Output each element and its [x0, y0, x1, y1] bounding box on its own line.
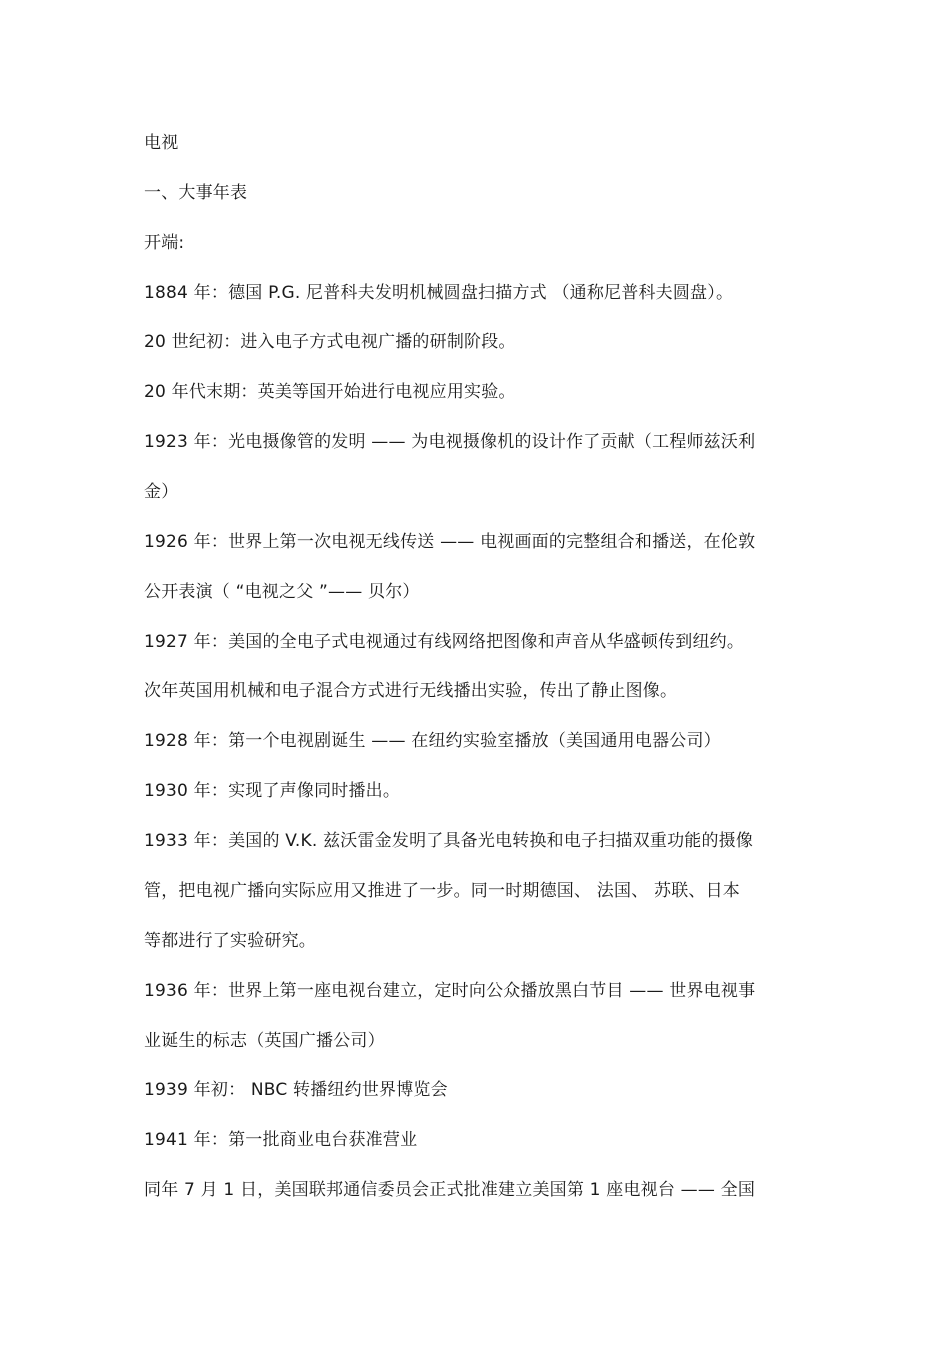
text-line: 1884 年：德国 P.G. 尼普科夫发明机械圆盘扫描方式 （通称尼普科夫圆盘）。 — [144, 283, 734, 303]
text-line: 次年英国用机械和电子混合方式进行无线播出实验，传出了静止图像。 — [144, 681, 678, 701]
text-line: 1930 年：实现了声像同时播出。 — [144, 781, 401, 801]
text-line: 业诞生的标志（英国广播公司） — [144, 1031, 385, 1051]
text-line: 等都进行了实验研究。 — [144, 931, 316, 951]
text-line: 1926 年：世界上第一次电视无线传送 —— 电视画面的完整组合和播送，在伦敦 — [144, 532, 756, 552]
text-line: 金） — [144, 482, 179, 502]
text-line: 1941 年：第一批商业电台获准营业 — [144, 1130, 418, 1150]
section-heading: 一、大事年表 — [144, 183, 248, 203]
document-title: 电视 — [144, 133, 179, 153]
text-line: 1928 年：第一个电视剧诞生 —— 在纽约实验室播放（美国通用电器公司） — [144, 731, 721, 751]
text-line: 20 世纪初：进入电子方式电视广播的研制阶段。 — [144, 332, 516, 352]
text-line: 管，把电视广播向实际应用又推进了一步。同一时期德国、 法国、 苏联、日本 — [144, 881, 741, 901]
subheading: 开端: — [144, 233, 185, 253]
text-line: 1927 年：美国的全电子式电视通过有线网络把图像和声音从华盛顿传到纽约。 — [144, 632, 745, 652]
text-line: 1923 年：光电摄像管的发明 —— 为电视摄像机的设计作了贡献（工程师兹沃利 — [144, 432, 756, 452]
text-line: 1936 年：世界上第一座电视台建立，定时向公众播放黑白节目 —— 世界电视事 — [144, 981, 756, 1001]
text-line: 公开表演（ “电视之父 ”—— 贝尔） — [144, 582, 420, 602]
text-line: 20 年代末期：英美等国开始进行电视应用实验。 — [144, 382, 516, 402]
text-line: 同年 7 月 1 日，美国联邦通信委员会正式批准建立美国第 1 座电视台 —— 全国 — [144, 1180, 756, 1200]
text-line: 1933 年：美国的 V.K. 兹沃雷金发明了具备光电转换和电子扫描双重功能的摄像 — [144, 831, 754, 851]
text-line: 1939 年初： NBC 转播纽约世界博览会 — [144, 1080, 448, 1100]
